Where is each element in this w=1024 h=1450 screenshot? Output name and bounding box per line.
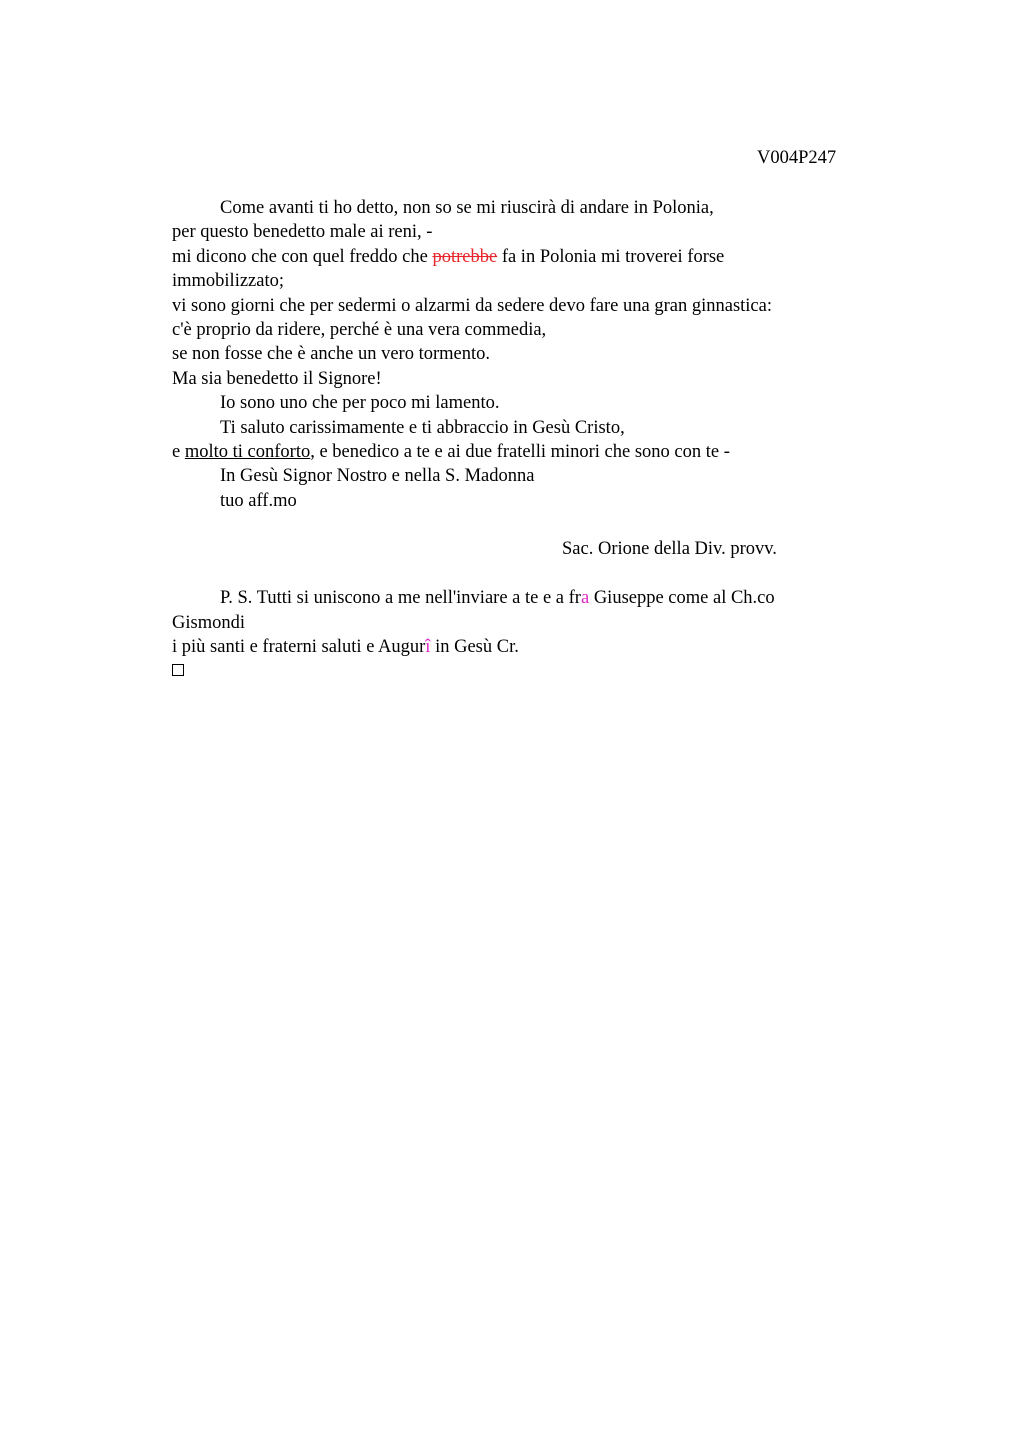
struck-text: potrebbe bbox=[432, 246, 498, 267]
page-id: V004P247 bbox=[757, 148, 837, 168]
end-marker bbox=[172, 659, 862, 683]
text-line: c'è proprio da ridere, perché è una vera commedia, bbox=[172, 319, 547, 340]
text-segment: Giuseppe come al Ch.co bbox=[589, 588, 775, 609]
text-line: Io sono uno che per poco mi lamento. bbox=[220, 393, 500, 414]
underlined-text: molto ti conforto bbox=[184, 441, 311, 462]
signature: Sac. Orione della Div. provv. bbox=[562, 539, 777, 560]
letter-body bbox=[172, 196, 862, 684]
text-segment: , e benedico a te e ai due fratelli minori che sono con te - bbox=[310, 441, 730, 462]
inserted-text: a bbox=[580, 588, 590, 609]
text-line: se non fosse che è anche un vero tormento. bbox=[172, 344, 490, 365]
postscript-line bbox=[172, 635, 862, 659]
text-segment: P. S. Tutti si uniscono a me nell'inviare a te e a fr bbox=[220, 588, 581, 609]
inserted-text: î bbox=[425, 637, 431, 658]
text-segment: in Gesù Cr. bbox=[430, 637, 519, 658]
text-segment: fa in Polonia mi troverei forse bbox=[497, 246, 725, 267]
square-icon bbox=[172, 664, 184, 676]
blank-line bbox=[172, 562, 862, 586]
postscript-line bbox=[172, 586, 862, 610]
text-line: tuo aff.mo bbox=[220, 490, 297, 511]
text-segment: mi dicono che con quel freddo che bbox=[172, 246, 433, 267]
text-line bbox=[172, 440, 862, 464]
text-line: per questo benedetto male ai reni, - bbox=[172, 222, 433, 243]
text-line bbox=[172, 245, 862, 269]
text-line: In Gesù Signor Nostro e nella S. Madonna bbox=[220, 466, 535, 487]
text-segment: i più santi e fraterni saluti e Augur bbox=[172, 637, 426, 658]
postscript-line: Gismondi bbox=[172, 612, 245, 633]
text-segment: e bbox=[172, 441, 185, 462]
text-line: Come avanti ti ho detto, non so se mi riuscirà di andare in Polonia, bbox=[220, 198, 714, 218]
text-line: vi sono giorni che per sedermi o alzarmi da sedere devo fare una gran ginnastica: bbox=[172, 295, 772, 316]
blank-line bbox=[172, 513, 862, 537]
text-line: Ma sia benedetto il Signore! bbox=[172, 368, 382, 389]
text-line: immobilizzato; bbox=[172, 271, 285, 292]
text-line: Ti saluto carissimamente e ti abbraccio in Gesù Cristo, bbox=[220, 417, 625, 438]
